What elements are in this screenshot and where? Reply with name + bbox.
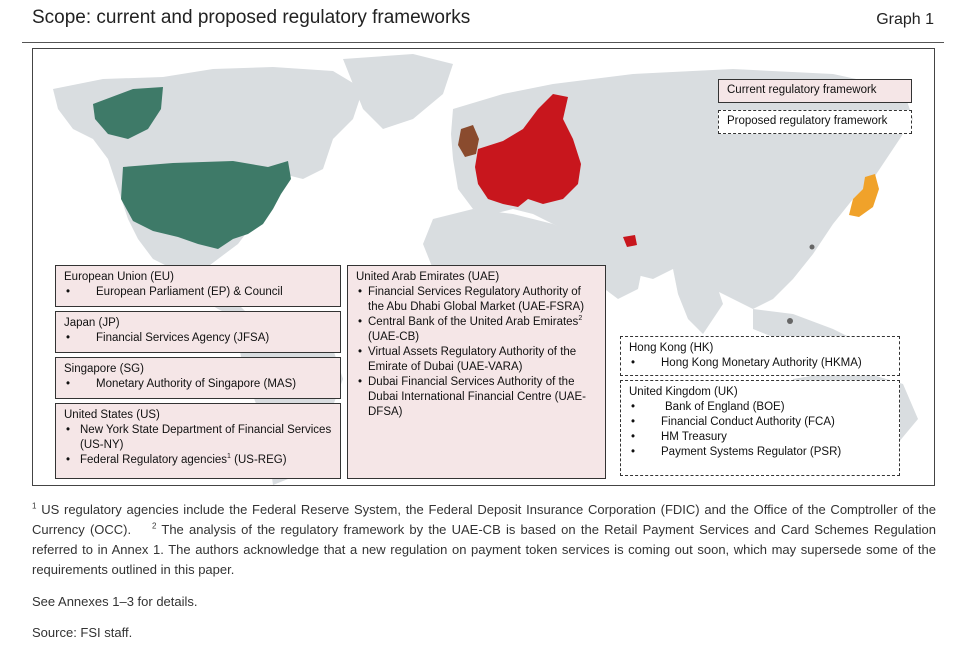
footnote-mark-1: 1 [227,453,231,461]
box-jp-item: • Financial Services Agency (JFSA) [64,331,332,346]
box-us-reg-abbr: (US-REG) [234,454,287,466]
box-uk-item-hmt: • HM Treasury [629,430,891,445]
graph-header [32,5,936,35]
box-us-reg-text: Federal Regulatory agencies [80,454,228,466]
legend-current-label: Current regulatory framework [727,84,877,96]
box-uae-item-dfsa: • Dubai Financial Services Authority of the Dubai International Financial Centre (UAE-DFSA) [356,375,597,420]
box-uk-item-boe: • Bank of England (BOE) [629,400,891,415]
box-uae-title: United Arab Emirates (UAE) [356,271,500,283]
source-note: Source: FSI staff. [32,625,133,640]
box-eu-item: • European Parliament (EP) & Council [64,285,332,300]
box-jp-title: Japan (JP) [64,317,120,329]
box-us-title: United States (US) [64,409,160,421]
box-uk [620,380,900,476]
box-eu-title: European Union (EU) [64,271,174,283]
box-hk [620,336,900,376]
title-rule [22,42,944,43]
legend-proposed-label: Proposed regulatory framework [727,115,888,127]
footnotes [32,500,936,580]
box-sg-item: • Monetary Authority of Singapore (MAS) [64,377,332,392]
box-uk-item-fca: • Financial Conduct Authority (FCA) [629,415,891,430]
box-eu [55,265,341,307]
legend-proposed [718,110,912,134]
land-greenland [343,54,453,129]
note-1-text: US regulatory agencies include the Federal Reserve System, the Federal Deposit Insurance Corporation (FDIC) and the Office of the Comptroller of the Currency (OCC). [32,502,936,537]
box-uk-title: United Kingdom (UK) [629,386,738,398]
box-uae-cb-abbr: (UAE-CB) [368,331,420,343]
see-annexes: See Annexes 1–3 for details. [32,594,198,609]
box-sg-title: Singapore (SG) [64,363,144,375]
graph-number: Graph 1 [876,11,934,28]
graph-title: Scope: current and proposed regulatory frameworks [32,7,471,28]
box-uae-item-vara: • Virtual Assets Regulatory Authority of the Emirate of Dubai (UAE-VARA) [356,345,597,375]
box-uae-cb-text: Central Bank of the United Arab Emirates [368,316,579,328]
note-2-mark: 2 [151,521,157,531]
box-uae [347,265,606,479]
marker-hong-kong [810,245,815,250]
box-hk-item: • Hong Kong Monetary Authority (HKMA) [629,356,891,371]
box-us-item-ny: • New York State Department of Financial Services (US-NY) [64,423,332,453]
box-hk-title: Hong Kong (HK) [629,342,714,354]
box-us [55,403,341,479]
box-us-item-reg [64,453,332,468]
footnote-text [32,500,936,580]
note-1-mark: 1 [32,501,37,511]
note-2-text: The analysis of the regulatory framework by the UAE-CB is based on the Retail Payment Services and Card Schemes Regulation referred to in Annex 1. The authors acknowledge that a new regulation on payment token services is coming out soon, which may supersede some of the requirements outlined in this paper. [32,522,936,577]
marker-singapore [787,318,793,324]
box-uae-item-fsra: • Financial Services Regulatory Authority of the Abu Dhabi Global Market (UAE-FSRA) [356,285,597,315]
box-sg [55,357,341,399]
box-uk-item-psr: • Payment Systems Regulator (PSR) [629,445,891,460]
box-jp [55,311,341,353]
footnote-mark-2: 2 [578,315,583,323]
legend-current [718,79,912,103]
world-map-panel [32,48,935,486]
box-uae-item-cb [356,315,597,345]
